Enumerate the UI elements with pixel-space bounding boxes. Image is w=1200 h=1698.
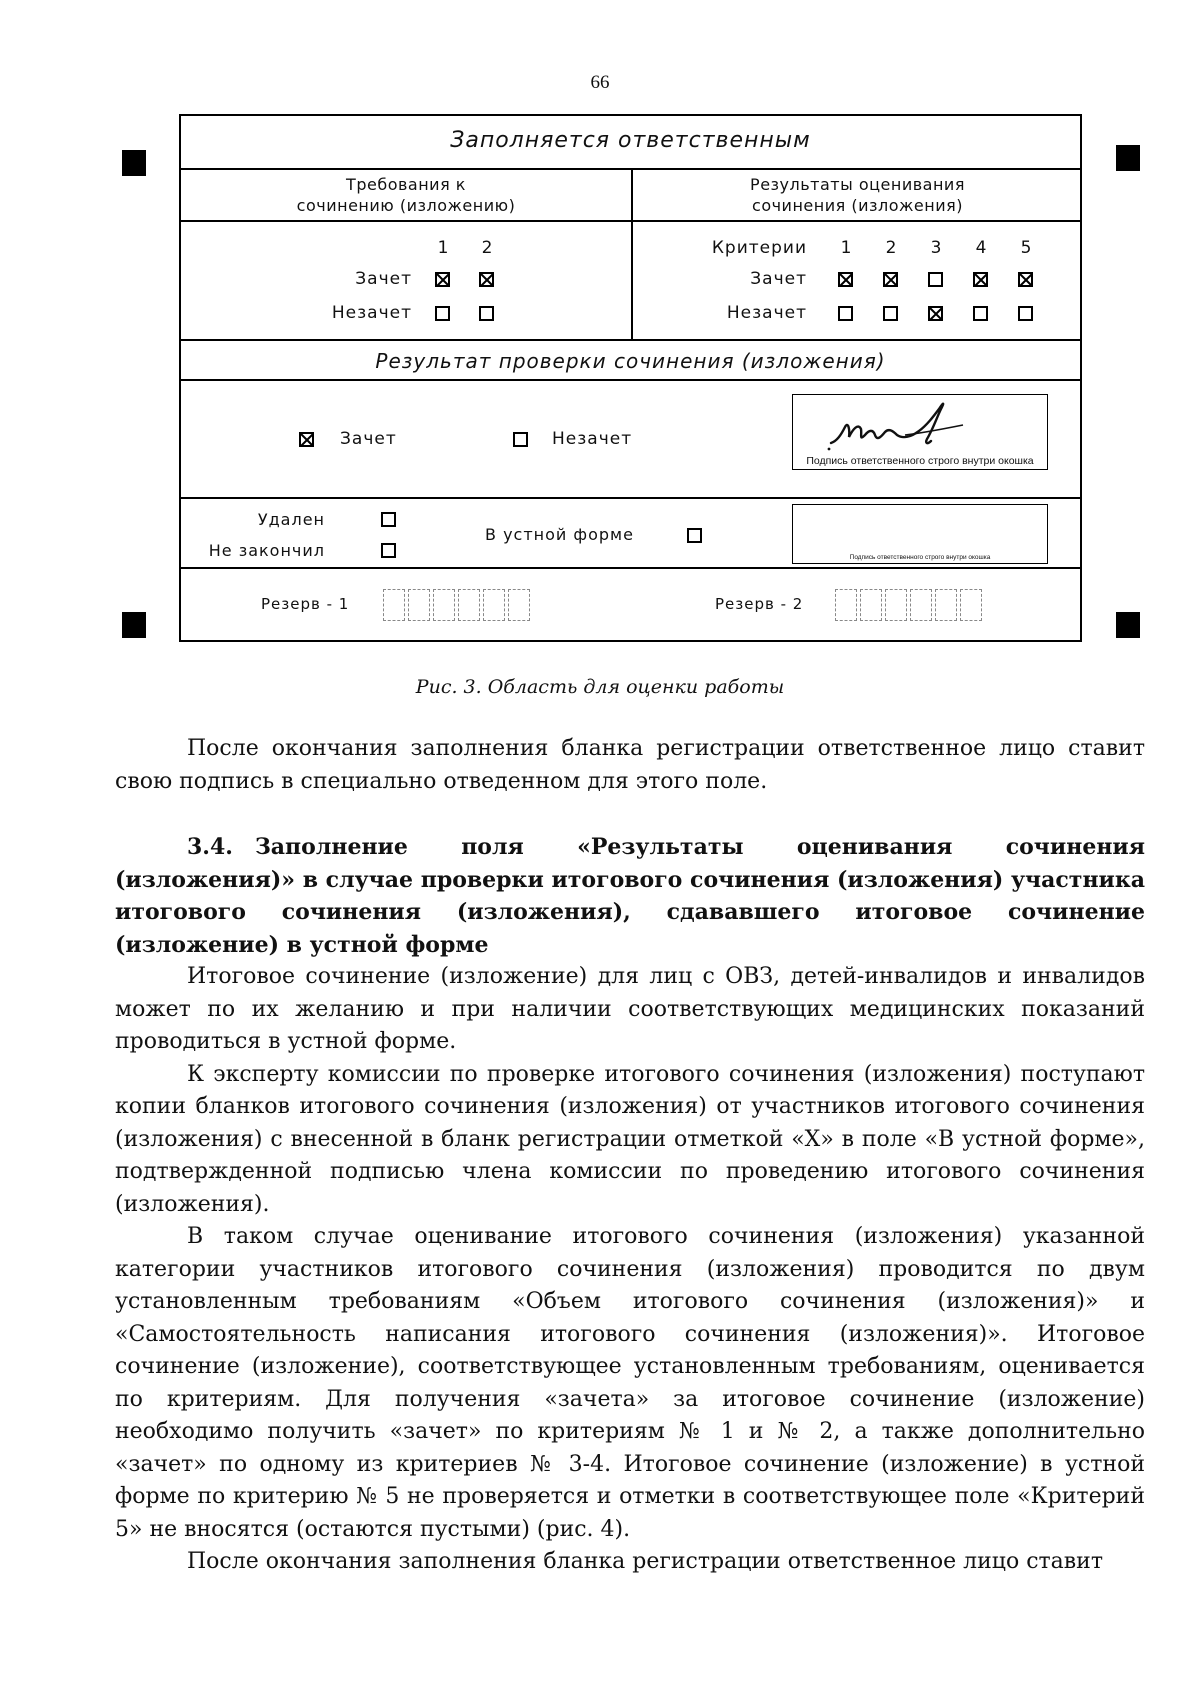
requirement-number: 2 (481, 238, 493, 258)
criterion-5-pass-checkbox[interactable] (1018, 272, 1033, 287)
requirement-1-fail-checkbox[interactable] (435, 306, 450, 321)
paragraph: После окончания заполнения бланка регистрации ответственное лицо ставит (187, 1549, 1104, 1574)
criterion-5-fail-checkbox[interactable] (1018, 306, 1033, 321)
handwritten-signature (793, 395, 1049, 455)
divider (181, 567, 1080, 569)
criteria-fail-label: Незачет (726, 303, 807, 323)
alignment-marker-top-right (1116, 145, 1140, 171)
evaluation-form (179, 114, 1082, 642)
section-heading (115, 831, 1145, 961)
criterion-2-fail-checkbox[interactable] (883, 306, 898, 321)
requirements-fail-label: Незачет (331, 303, 412, 323)
reserve-cell[interactable] (935, 589, 957, 621)
alignment-marker-bottom-right (1116, 612, 1140, 638)
criterion-3-fail-checkbox[interactable] (928, 306, 943, 321)
body-text (115, 733, 1145, 1579)
form-header: Заполняется ответственным (450, 128, 811, 153)
paragraph: В таком случае оценивание итогового сочинения (изложения) указанной категории участников итогового сочинения (изложения) проводится по двум установленным требованиям «Объем итогового сочинения (изложения)» и «Самостоятельность написания итогового сочинения (изложения)». Итоговое сочинение (изложение), соответствующее установленным требованиям, оценивается по критериям. Для получения «зачета» за итоговое сочинение (изложение) необходимо получить «зачет» по критериям № 1 и № 2, а также дополнительно «зачет» по одному из критериев № 3-4. Итоговое сочинение (изложение) в устной форме по критерию № 5 не проверяется и отметки в соответствующее поле «Критерий 5» не вносятся (остаются пустыми) (рис. 4). (115, 1224, 1145, 1542)
requirement-2-pass-checkbox[interactable] (479, 272, 494, 287)
criterion-number: 2 (885, 238, 897, 258)
criterion-1-fail-checkbox[interactable] (838, 306, 853, 321)
section-number: 3.4. (187, 834, 233, 860)
reserve-2-label: Резерв - 2 (715, 595, 804, 613)
reserve-cell[interactable] (885, 589, 907, 621)
reserve-cell[interactable] (383, 589, 405, 621)
requirements-pass-label: Зачет (355, 269, 412, 289)
reserve-cell[interactable] (433, 589, 455, 621)
alignment-marker-bottom-left (122, 612, 146, 638)
reserve-cell[interactable] (910, 589, 932, 621)
paragraph: К эксперту комиссии по проверке итогового сочинения (изложения) поступают копии бланков итогового сочинения (изложения) от участников итогового сочинения (изложения) с внесенной в бланк регистрации отметкой «X» в поле «В устной форме», подтвержденной подписью члена комиссии по проведению итогового сочинения (изложения). (115, 1061, 1145, 1217)
criteria-pass-label: Зачет (750, 269, 807, 289)
criterion-number: 1 (840, 238, 852, 258)
reserve-1-label: Резерв - 1 (261, 595, 350, 613)
criterion-4-fail-checkbox[interactable] (973, 306, 988, 321)
reserve-cell[interactable] (960, 589, 982, 621)
removed-checkbox[interactable] (381, 512, 396, 527)
not-finished-checkbox[interactable] (381, 543, 396, 558)
reserve-cell[interactable] (835, 589, 857, 621)
requirements-caption (181, 174, 631, 216)
paragraph: После окончания заполнения бланка регистрации ответственное лицо ставит свою подпись в специально отведенном для этого поле. (115, 736, 1145, 794)
oral-form-label: В устной форме (485, 525, 634, 544)
not-finished-label: Не закончил (208, 541, 325, 560)
requirement-1-pass-checkbox[interactable] (435, 272, 450, 287)
criteria-label: Критерии (711, 238, 807, 258)
result-header: Результат проверки сочинения (изложения) (375, 349, 886, 373)
alignment-marker-top-left (122, 150, 146, 176)
divider (181, 220, 1080, 222)
criterion-number: 5 (1020, 238, 1032, 258)
requirement-2-fail-checkbox[interactable] (479, 306, 494, 321)
reserve-cell[interactable] (860, 589, 882, 621)
result-pass-checkbox[interactable] (299, 432, 314, 447)
responsible-signature-box[interactable] (792, 394, 1048, 470)
signature-caption: Подпись ответственного строго внутри окошка (849, 554, 991, 561)
criterion-4-pass-checkbox[interactable] (973, 272, 988, 287)
criteria-caption-line1: Результаты оценивания (750, 175, 965, 194)
divider (181, 339, 1080, 341)
criterion-3-pass-checkbox[interactable] (928, 272, 943, 287)
section-title: Заполнение поля «Результаты оценивания сочинения (изложения)» в случае проверки итогового сочинения (изложения) участника итогового сочинения (изложения), сдававшего итоговое сочинение (изложение) в устной форме (115, 834, 1145, 958)
paragraph: Итоговое сочинение (изложение) для лиц с ОВЗ, детей-инвалидов и инвалидов может по их желанию и при наличии соответствующих медицинских показаний проводиться в устной форме. (115, 964, 1145, 1054)
reserve-cell[interactable] (408, 589, 430, 621)
divider (181, 497, 1080, 499)
criteria-caption (633, 174, 1082, 216)
criterion-2-pass-checkbox[interactable] (883, 272, 898, 287)
divider (181, 379, 1080, 381)
requirement-number: 1 (437, 238, 449, 258)
result-fail-checkbox[interactable] (513, 432, 528, 447)
removed-label: Удален (257, 510, 325, 529)
oral-signature-box[interactable] (792, 504, 1048, 564)
criteria-caption-line2: сочинения (изложения) (752, 196, 963, 215)
reserve-cell[interactable] (483, 589, 505, 621)
requirements-caption-line2: сочинению (изложению) (296, 196, 516, 215)
result-pass-label: Зачет (340, 429, 397, 449)
requirements-caption-line1: Требования к (346, 175, 466, 194)
reserve-cell[interactable] (458, 589, 480, 621)
criterion-number: 3 (930, 238, 942, 258)
reserve-cell[interactable] (508, 589, 530, 621)
page-number: 66 (590, 72, 610, 93)
figure-caption: Рис. 3. Область для оценки работы (415, 676, 785, 698)
signature-caption: Подпись ответственного строго внутри окошка (806, 455, 1034, 467)
result-fail-label: Незачет (552, 429, 633, 449)
oral-form-checkbox[interactable] (687, 528, 702, 543)
criterion-1-pass-checkbox[interactable] (838, 272, 853, 287)
criterion-number: 4 (975, 238, 987, 258)
